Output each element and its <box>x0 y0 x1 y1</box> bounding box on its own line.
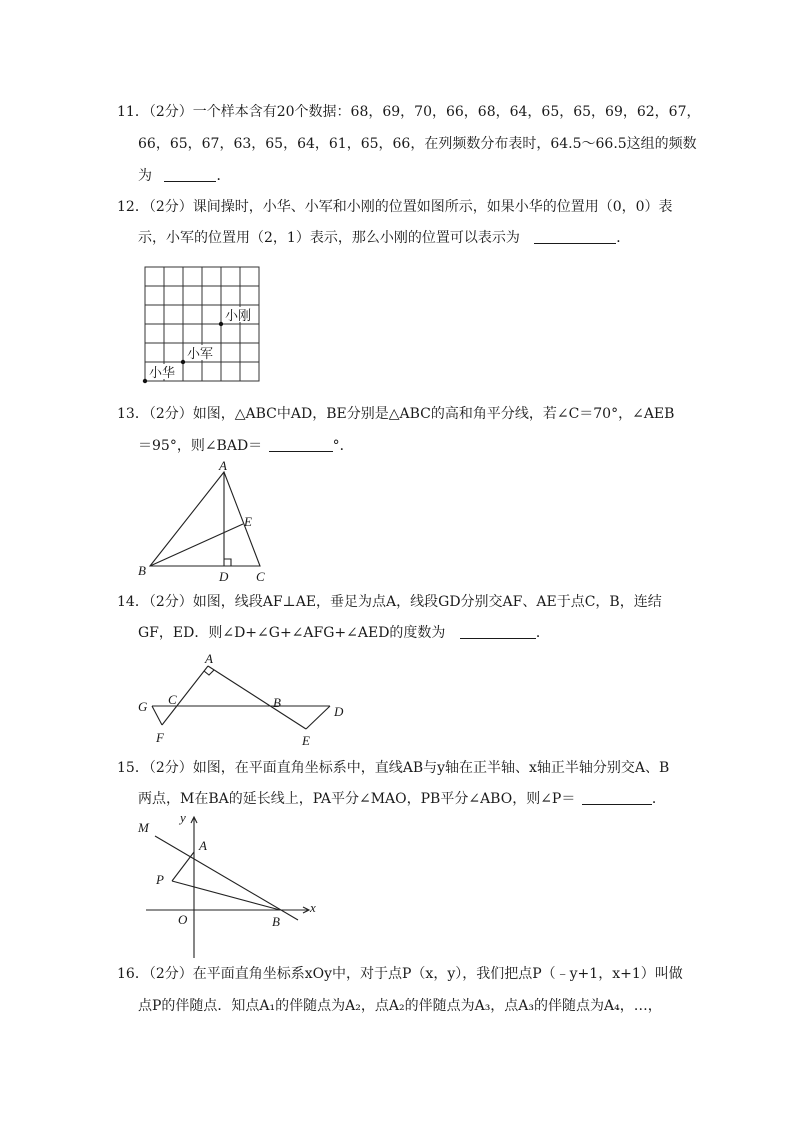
q13-line-2-text: ＝95°，则∠BAD＝ <box>138 438 263 454</box>
label-B: B <box>138 563 146 578</box>
label-y: y <box>180 810 186 825</box>
q14-line-2 <box>138 623 550 643</box>
label-M: M <box>138 820 149 835</box>
q15-line-2-suffix: ． <box>651 791 666 807</box>
label-P: P <box>156 872 164 887</box>
label-B: B <box>272 914 280 929</box>
point-xiaohua <box>143 379 147 383</box>
label-C: C <box>256 569 265 584</box>
label-C: C <box>168 692 177 707</box>
label-xiaojun: 小军 <box>187 347 214 362</box>
q13-line-2-suffix: °． <box>332 438 354 454</box>
q11-answer-blank <box>164 167 216 182</box>
figure-lines <box>155 836 298 920</box>
label-E: E <box>244 514 252 529</box>
grid-lines <box>145 267 259 381</box>
label-E: E <box>302 733 310 748</box>
q13-answer-blank <box>269 437 333 452</box>
label-x: x <box>310 900 316 915</box>
q12-line-2 <box>138 228 630 248</box>
label-xiaohua: 小华 <box>149 366 176 381</box>
q15-line-2-text: 两点，M在BA的延长线上，PA平分∠MAO，PB平分∠ABO，则∠P＝ <box>138 791 576 807</box>
label-F: F <box>156 730 164 745</box>
label-D: D <box>219 569 229 584</box>
q11-line-1: 11．（2分）一个样本含有20个数据：68，69，70，66，68，64，65，65，69，62，67， <box>117 104 701 120</box>
label-xiaogang: 小刚 <box>225 309 252 324</box>
point-xiaogang <box>219 322 223 326</box>
label-O: O <box>178 912 188 927</box>
q11-line-3-suffix: ． <box>216 168 231 184</box>
q14-line-2-suffix: ． <box>535 625 550 641</box>
q11-line-2: 66，65，67，63，65，64，61，65，66，在列频数分布表时，64.5～66.5这组的频数 <box>138 136 697 152</box>
q14-figure <box>130 648 355 750</box>
q11-line-3-prefix: 为 <box>138 168 152 184</box>
q15-coordinate-figure <box>130 808 330 963</box>
q12-line-2-suffix: ． <box>616 230 631 246</box>
point-xiaojun <box>181 360 185 364</box>
q13-line-1: 13．（2分）如图，△ABC中AD，BE分别是△ABC的高和角平分线，若∠C＝70°，∠AEB <box>117 406 675 422</box>
q13-line-2 <box>138 436 354 456</box>
q16-line-2: 点P的伴随点．知点A₁的伴随点为A₂，点A₂的伴随点为A₃，点A₃的伴随点为A₄，…， <box>138 998 662 1014</box>
q12-answer-blank <box>534 229 616 244</box>
q14-line-1: 14．（2分）如图，线段AF⊥AE，垂足为点A，线段GD分别交AF、AE于点C，B，连结 <box>117 594 662 610</box>
q15-line-1: 15．（2分）如图，在平面直角坐标系中，直线AB与y轴在正半轴、x轴正半轴分别交A、B <box>117 760 670 776</box>
q12-line-2-text: 示，小军的位置用（2，1）表示，那么小刚的位置可以表示为 <box>138 230 520 246</box>
q15-line-2 <box>138 789 666 809</box>
label-A: A <box>205 651 213 666</box>
label-B: B <box>273 695 281 710</box>
label-D: D <box>334 704 344 719</box>
q14-answer-blank <box>460 624 536 639</box>
label-A: A <box>219 458 227 473</box>
figure-lines <box>152 666 330 729</box>
q15-answer-blank <box>582 790 652 805</box>
axes <box>146 817 309 958</box>
label-G: G <box>138 699 148 714</box>
q12-grid-figure <box>140 262 266 388</box>
q13-triangle-figure <box>130 458 280 586</box>
label-A: A <box>199 838 207 853</box>
q14-line-2-text: GF，ED．则∠D+∠G+∠AFG+∠AED的度数为 <box>138 625 446 641</box>
q16-line-1: 16．（2分）在平面直角坐标系xOy中，对于点P（x，y），我们把点P（﹣y+1，x+1）叫做 <box>117 966 683 982</box>
q12-line-1: 12．（2分）课间操时，小华、小军和小刚的位置如图所示，如果小华的位置用（0，0）表 <box>117 199 673 215</box>
q11-line-3 <box>138 166 230 186</box>
